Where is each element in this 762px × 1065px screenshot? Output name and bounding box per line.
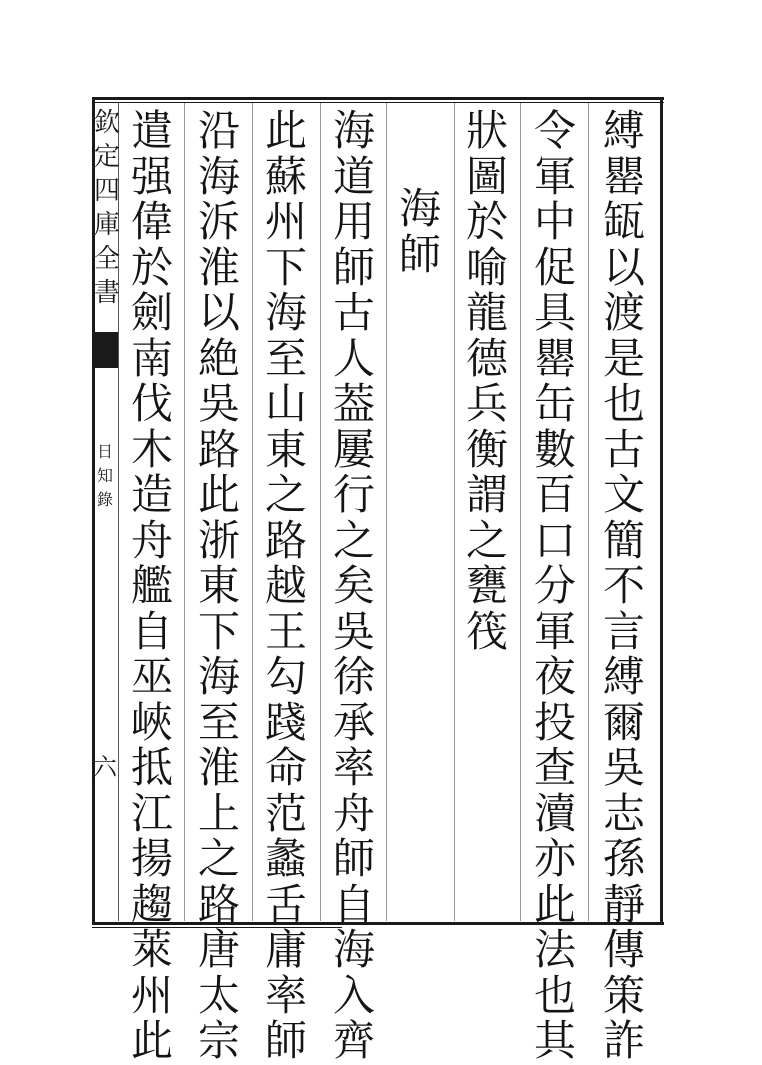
text-column-3: 狀圖於喻龍德兵衡謂之甕筏 bbox=[465, 106, 508, 656]
text-column-2: 令軍中促具罌缶數百口分軍夜投查瀆亦此法也其 bbox=[533, 106, 576, 1065]
frame-border-top bbox=[92, 97, 664, 100]
column-rule bbox=[386, 103, 387, 921]
column-rule bbox=[520, 103, 521, 921]
frame-border-right bbox=[660, 97, 663, 925]
column-rule bbox=[252, 103, 253, 921]
frame-border-top-inner bbox=[92, 102, 664, 103]
column-rule bbox=[184, 103, 185, 921]
text-column-7: 沿海泝淮以絶吳路此浙東下海至淮上之路唐太宗 bbox=[197, 106, 240, 1065]
margin-book-title: 欽定四庫全書 bbox=[93, 108, 120, 308]
margin-page-number: 六 bbox=[93, 753, 117, 781]
column-rule bbox=[320, 103, 321, 921]
text-column-1: 縛罌缻以渡是也古文簡不言縛爾吳志孫靜傳策詐 bbox=[602, 106, 645, 1065]
text-column-8: 遣强偉於劍南伐木造舟艦自巫峽抵江揚趨萊州此 bbox=[130, 106, 173, 1065]
section-heading: 海師 bbox=[398, 184, 441, 279]
column-rule bbox=[454, 103, 455, 921]
column-rule bbox=[588, 103, 589, 921]
text-column-6: 此蘇州下海至山東之路越王勾踐命范蠡舌庸率師 bbox=[264, 106, 307, 1065]
margin-work-title: 日知錄 bbox=[96, 442, 113, 509]
margin-fishtail-mark bbox=[92, 332, 118, 368]
text-column-5: 海道用師古人葢屢行之矣吳徐承率舟師自海入齊 bbox=[332, 106, 375, 1065]
